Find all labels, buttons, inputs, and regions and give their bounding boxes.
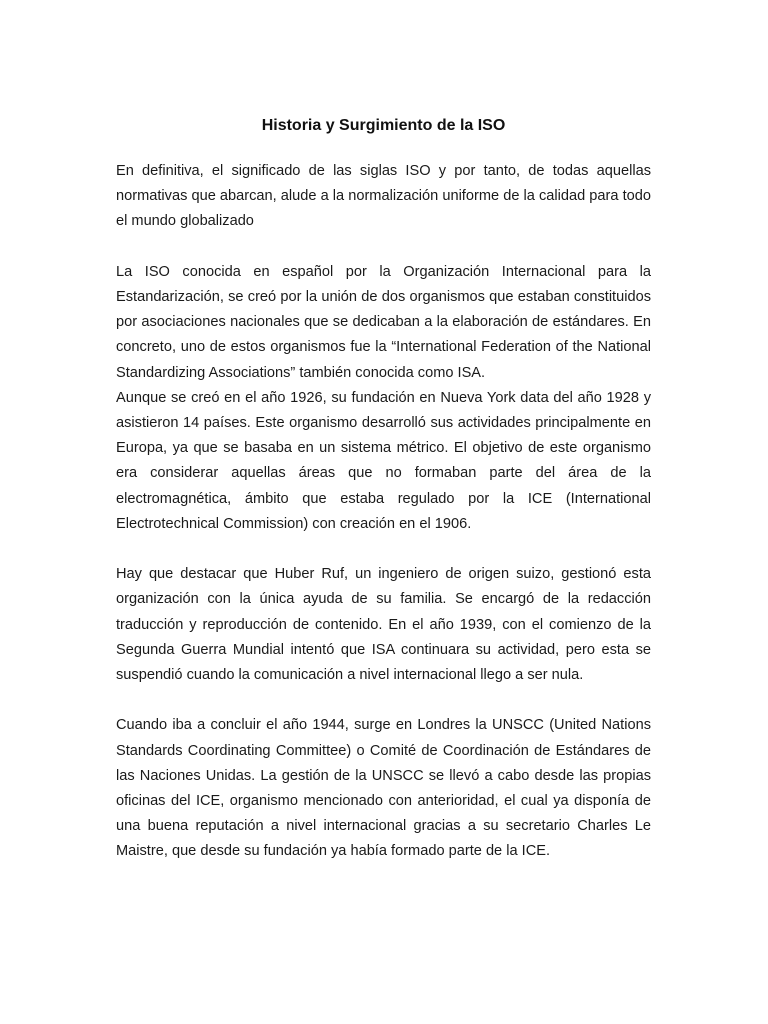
paragraph-isa-founding: Aunque se creó en el año 1926, su fundación en Nueva York data del año 1928 y asistieron 14 países. Este organismo desarrolló sus actividades principalmente en Europa, ya que se basaba en un sistema métrico. El objetivo de este organismo era considerar aquellas áreas que no formaban parte del área de la electromagnética, ámbito que estaba regulado por la ICE (International Electrotechnical Commission) con creación en el 1906. (116, 389, 651, 532)
paragraph-gap (116, 537, 651, 562)
document-body (116, 159, 651, 865)
paragraph-iso-origin: La ISO conocida en español por la Organización Internacional para la Estandarización, se creó por la unión de dos organismos que estaban constituidos por asociaciones nacionales que se dedicaban a la elaboración de estándares. En concreto, uno de estos organismos fue la “International Federation of the National Standardizing Associations” también conocida como ISA. (116, 263, 651, 381)
document-title: Historia y Surgimiento de la ISO (261, 117, 506, 134)
paragraph-intro: En definitiva, el significado de las siglas ISO y por tanto, de todas aquellas normativas que abarcan, alude a la normalización uniforme de la calidad para todo el mundo globalizado (116, 163, 651, 230)
paragraph-huber-ruf: Hay que destacar que Huber Ruf, un ingeniero de origen suizo, gestionó esta organización con la única ayuda de su familia. Se encargó de la redacción traducción y reproducción de contenido. En el año 1939, con el comienzo de la Segunda Guerra Mundial intentó que ISA continuara su actividad, pero esta se suspendió cuando la comunicación a nivel internacional llego a ser nula. (116, 566, 651, 684)
paragraph-gap (116, 235, 651, 260)
paragraph-gap (116, 688, 651, 713)
paragraph-unscc: Cuando iba a concluir el año 1944, surge en Londres la UNSCC (United Nations Standards Coordinating Committee) o Comité de Coordinación de Estándares de las Naciones Unidas. La gestión de la UNSCC se llevó a cabo desde las propias oficinas del ICE, organismo mencionado con anterioridad, el cual ya disponía de una buena reputación a nivel internacional gracias a su secretario Charles Le Maistre, que desde su fundación ya había formado parte de la ICE. (116, 717, 651, 860)
